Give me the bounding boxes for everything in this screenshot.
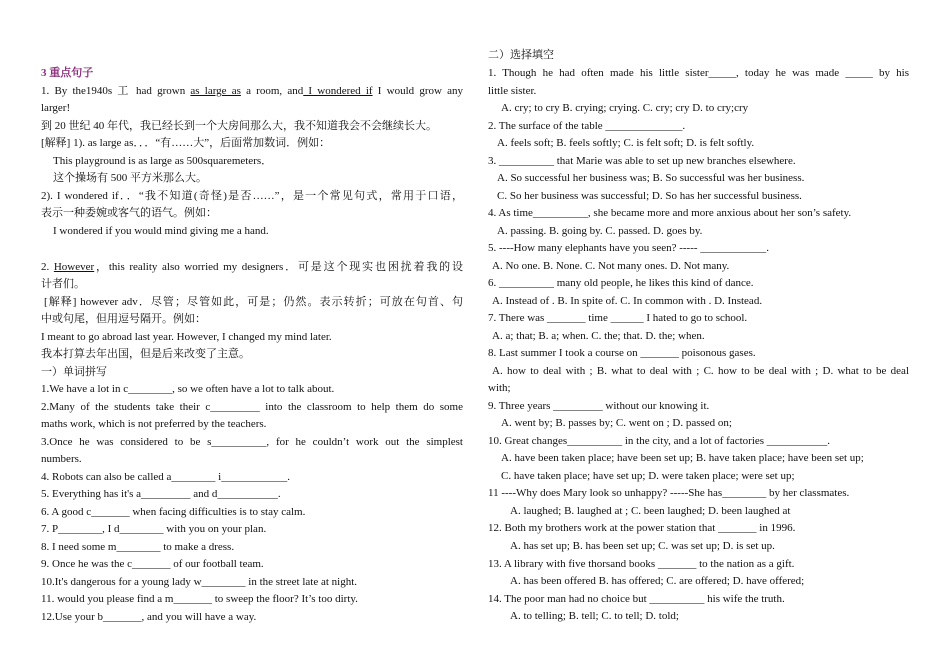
choice-options: A. Instead of . B. In spite of. C. In common with . D. Instead. xyxy=(492,295,763,307)
section-heading-key-sentences: 3 重点句子 xyxy=(41,67,94,79)
choice-line: 11 ----Why does Mary look so unhappy? -----She has________ by her classmates. xyxy=(488,487,850,499)
sentence-2-line-2: 计者们。 xyxy=(41,278,85,290)
spelling-item: numbers. xyxy=(41,453,82,465)
spelling-item: 3.Once he was considered to be s__________, for he couldn’t work out the simplest xyxy=(41,436,463,448)
spelling-item: 9. Once he was the c_______ of our football team. xyxy=(41,558,264,570)
choice-line: 12. Both my brothers work at the power station that _______ in 1996. xyxy=(488,522,796,534)
note-however-2: 中或句尾，但用逗号隔开。例如： xyxy=(41,313,206,325)
section-spelling-heading: 一）单词拼写 xyxy=(41,366,107,378)
sentence-1-line-1: 1. By the1940s 工 had grown as large as a room, and I wondered if I would grow any xyxy=(41,85,464,97)
spelling-item: 12.Use your b_______, and you will have a way. xyxy=(41,611,257,623)
choice-options: A. No one. B. None. C. Not many ones. D. Not many. xyxy=(492,260,730,272)
choice-line: 14. The poor man had no choice but __________ his wife the truth. xyxy=(488,593,785,605)
choice-options: A. how to deal with ; B. what to deal with ; C. how to be deal with ; D. what to be deal xyxy=(492,365,909,377)
spelling-item: 2.Many of the students take their c_________ into the classroom to help them do some xyxy=(41,401,463,413)
spelling-item: 7. P________, I d________ with you on your plan. xyxy=(41,523,267,535)
choice-options: with; xyxy=(488,382,511,394)
choice-line: 7. There was _______ time ______ I hated to go to school. xyxy=(488,312,748,324)
example-playground-translation: 这个操场有 500 平方米那么大。 xyxy=(53,172,207,184)
note-however-1: [解释] however adv．尽管；尽管如此，可是；仍然。表示转折；可放在句首、句 xyxy=(44,296,463,308)
choice-options: A. to telling; B. tell; C. to tell; D. told; xyxy=(510,610,679,622)
section-choice-heading: 二）选择填空 xyxy=(488,49,554,61)
spelling-item: 6. A good c_______ when facing difficulties is to stay calm. xyxy=(41,506,306,518)
choice-line: 9. Three years _________ without our knowing it. xyxy=(488,400,710,412)
spelling-item: 5. Everything has it's a_________ and d___________. xyxy=(41,488,281,500)
choice-line: 13. A library with five thorsand books _______ to the nation as a gift. xyxy=(488,558,795,570)
choice-options: A. passing. B. going by. C. passed. D. goes by. xyxy=(497,225,703,237)
choice-line: 6. __________ many old people, he likes this kind of dance. xyxy=(488,277,754,289)
choice-options: A. has been offered B. has offered; C. are offered; D. have offered; xyxy=(510,575,805,587)
choice-options: C. have taken place; have set up; D. were taken place; were set up; xyxy=(501,470,795,482)
choice-line: 1. Though he had often made his little sister_____, today he was made _____ by his xyxy=(488,67,909,79)
spelling-item: 4. Robots can also be called a________ i____________. xyxy=(41,471,290,483)
choice-line: 3. __________ that Marie was able to set up new branches elsewhere. xyxy=(488,155,796,167)
choice-line: 5. ----How many elephants have you seen? ----- ____________. xyxy=(488,242,770,254)
example-however: I meant to go abroad last year. However, I changed my mind later. xyxy=(41,331,332,343)
choice-line: little sister. xyxy=(488,85,537,97)
note-as-large-as: [解释] 1). as large as．．．“有……大”，后面常加数词．例如： xyxy=(41,137,331,149)
choice-line: 4. As time__________, she became more and more anxious about her son’s safety. xyxy=(488,207,852,219)
sentence-2-line-1: 2. However，this reality also worried my designers．可是这个现实也困扰着我的设 xyxy=(41,261,463,273)
spelling-item: 1.We have a lot in c________, so we often have a lot to talk about. xyxy=(41,383,335,395)
sentence-1-line-2: larger! xyxy=(41,102,71,114)
note-i-wondered-if-1: 2). I wondered if．．“我不知道(奇怪)是否……”，是一个常见句式，常用于口语， xyxy=(41,190,463,202)
sentence-1-translation: 到 20 世纪 40 年代，我已经长到一个大房间那么大，我不知道我会不会继续长大。 xyxy=(41,120,437,132)
choice-options: C. So her business was successful; D. So has her successful business. xyxy=(497,190,802,202)
example-playground: This playground is as large as 500squaremeters． xyxy=(53,155,273,167)
choice-options: A. went by; B. passes by; C. went on ; D. passed on; xyxy=(501,417,732,429)
spelling-item: maths work, which is not preferred by the teachers. xyxy=(41,418,267,430)
choice-line: 8. Last summer I took a course on _______ poisonous gases. xyxy=(488,347,756,359)
spelling-item: 11. would you please find a m_______ to sweep the floor? It’s too dirty. xyxy=(41,593,358,605)
spelling-item: 8. I need some m________ to make a dress. xyxy=(41,541,235,553)
choice-options: A. So successful her business was; B. So successful was her business. xyxy=(497,172,805,184)
choice-options: A. laughed; B. laughed at ; C. been laughed; D. been laughed at xyxy=(510,505,791,517)
example-however-translation: 我本打算去年出国，但是后来改变了主意。 xyxy=(41,348,250,360)
choice-options: A. a; that; B. a; when. C. the; that. D. the; when. xyxy=(492,330,705,342)
choice-options: A. has set up; B. has been set up; C. was set up; D. is set up. xyxy=(510,540,775,552)
choice-options: A. have been taken place; have been set up; B. have taken place; have been set up; xyxy=(501,452,864,464)
choice-line: 2. The surface of the table ______________. xyxy=(488,120,686,132)
example-wondered-if: I wondered if you would mind giving me a hand. xyxy=(53,225,269,237)
choice-line: 10. Great changes__________ in the city, and a lot of factories ___________. xyxy=(488,435,831,447)
choice-options: A. cry; to cry B. crying; crying. C. cry; cry D. to cry;cry xyxy=(501,102,749,114)
note-i-wondered-if-2: 表示一种委婉或客气的语气。例如： xyxy=(41,207,217,219)
spelling-item: 10.It's dangerous for a young lady w________ in the street late at night. xyxy=(41,576,358,588)
choice-options: A. feels soft; B. feels softly; C. is felt soft; D. is felt softly. xyxy=(497,137,755,149)
